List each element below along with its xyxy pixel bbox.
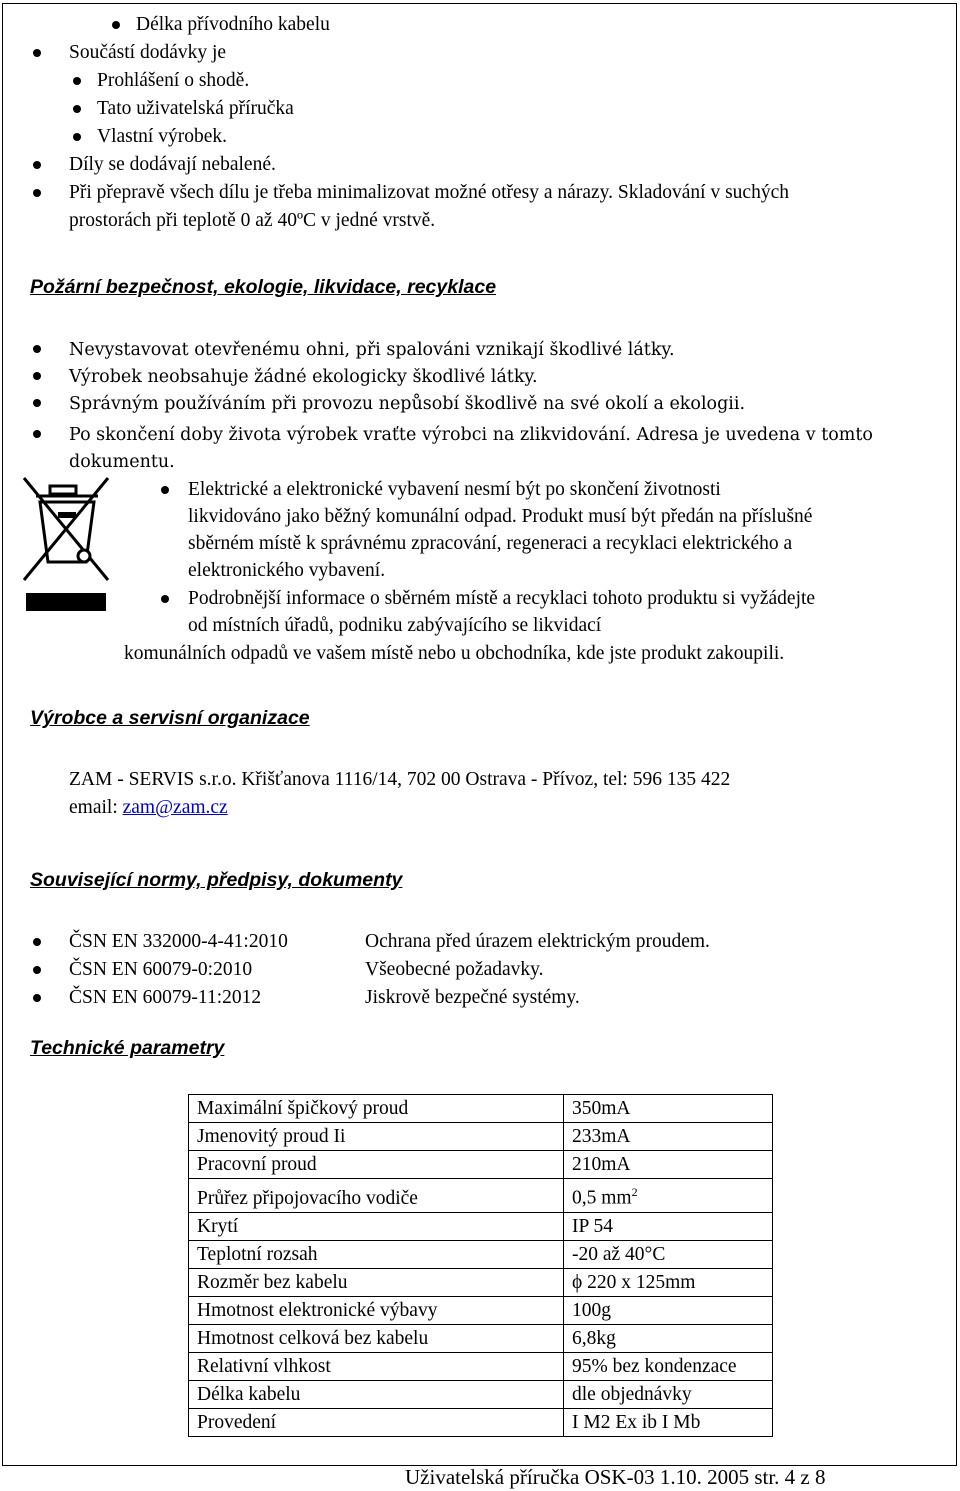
param-name: Hmotnost elektronické výbavy: [189, 1296, 564, 1324]
table-row: [189, 1408, 773, 1436]
bullet: [33, 399, 41, 407]
norm-code: ČSN EN 60079-0:2010: [69, 959, 253, 980]
bullet: [33, 372, 41, 380]
param-value: I M2 Ex ib I Mb: [564, 1408, 773, 1436]
param-value: 100g: [564, 1296, 773, 1324]
bullet: [161, 486, 169, 494]
list-item: Nevystavovat otevřenému ohni, při spalováni vznikají škodlivé látky.: [69, 340, 675, 360]
param-name: Průřez připojovacího vodiče: [189, 1179, 564, 1213]
list-item-continuation: sběrném místě k správnému zpracování, regeneraci a recyklaci elektrického a: [188, 533, 793, 554]
table-row: [189, 1296, 773, 1324]
bullet: [33, 161, 41, 169]
bullet: [33, 938, 41, 946]
param-value: ϕ 220 x 125mm: [564, 1268, 773, 1296]
param-value: dle objednávky: [564, 1380, 773, 1408]
list-item-continuation: dokumentu.: [69, 452, 175, 472]
param-value: -20 až 40°C: [564, 1240, 773, 1268]
crossed-out-wheelie-bin-icon: [22, 476, 112, 616]
bullet: [112, 21, 120, 29]
norm-description: Jiskrově bezpečné systémy.: [365, 987, 580, 1008]
list-item-continuation: od místních úřadů, podniku zabývajícího se likvidací: [188, 615, 602, 636]
param-value: 210mA: [564, 1151, 773, 1179]
list-item-continuation: elektronického vybavení.: [188, 560, 386, 581]
list-item: Tato uživatelská příručka: [97, 98, 294, 119]
param-name: Rozměr bez kabelu: [189, 1268, 564, 1296]
param-value: 6,8kg: [564, 1324, 773, 1352]
param-name: Provedení: [189, 1408, 564, 1436]
bullet: [33, 430, 41, 438]
param-name: Hmotnost celková bez kabelu: [189, 1324, 564, 1352]
bullet: [33, 345, 41, 353]
manufacturer-heading: Výrobce a servisní organizace: [30, 707, 310, 729]
list-item: Délka přívodního kabelu: [136, 14, 330, 35]
table-row: [189, 1212, 773, 1240]
param-name: Pracovní proud: [189, 1151, 564, 1179]
param-value: 350mA: [564, 1095, 773, 1123]
list-item: Vlastní výrobek.: [97, 126, 227, 147]
table-row: [189, 1240, 773, 1268]
list-item: Správným používáním při provozu nepůsobí škodlivě na své okolí a ekologii.: [69, 394, 746, 414]
tech-params-heading: Technické parametry: [30, 1037, 225, 1059]
norm-description: Ochrana před úrazem elektrickým proudem.: [365, 931, 710, 952]
norm-code: ČSN EN 60079-11:2012: [69, 987, 262, 1008]
param-name: Maximální špičkový proud: [189, 1095, 564, 1123]
manufacturer-address: ZAM - SERVIS s.r.o. Křišťanova 1116/14, 702 00 Ostrava - Přívoz, tel: 596 135 422: [69, 769, 731, 790]
list-item-continuation: prostorách při teplotě 0 až 40ºC v jedné vrstvě.: [69, 210, 436, 231]
list-item-continuation: komunálních odpadů ve vašem místě nebo u obchodníka, kde jste produkt zakoupili.: [124, 643, 785, 664]
bullet: [33, 994, 41, 1002]
table-row: [189, 1123, 773, 1151]
table-row: [189, 1268, 773, 1296]
bullet: [33, 966, 41, 974]
tech-params-table: [188, 1094, 773, 1437]
param-name: Délka kabelu: [189, 1380, 564, 1408]
table-row: [189, 1095, 773, 1123]
param-value: 0,5 mm: [572, 1187, 632, 1209]
fire-safety-heading: Požární bezpečnost, ekologie, likvidace, recyklace: [30, 276, 497, 298]
list-item: Podrobnější informace o sběrném místě a recyklaci tohoto produktu si vyžádejte: [188, 588, 816, 609]
param-value: 233mA: [564, 1123, 773, 1151]
param-value-superscript: 2: [631, 1185, 638, 1199]
manufacturer-email-line: [69, 794, 228, 822]
list-item: Prohlášení o shodě.: [97, 70, 250, 91]
table-row: [189, 1380, 773, 1408]
param-name: Relativní vlhkost: [189, 1352, 564, 1380]
norms-heading: Související normy, předpisy, dokumenty: [30, 869, 403, 891]
list-item: Při přepravě všech dílu je třeba minimalizovat možné otřesy a nárazy. Skladování v suchých: [69, 182, 789, 203]
param-name: Krytí: [189, 1212, 564, 1240]
list-item: Elektrické a elektronické vybavení nesmí být po skončení životnosti: [188, 479, 721, 500]
bullet: [161, 595, 169, 603]
table-row: [189, 1324, 773, 1352]
list-item-continuation: likvidováno jako běžný komunální odpad. Produkt musí být předán na příslušné: [188, 506, 813, 527]
bullet: [73, 77, 81, 85]
table-row: [189, 1151, 773, 1179]
email-link[interactable]: zam@zam.cz: [122, 797, 228, 818]
param-value: IP 54: [564, 1212, 773, 1240]
bullet: [73, 133, 81, 141]
list-item: Po skončení doby života výrobek vraťte výrobci na zlikvidování. Adresa je uvedena v tomto: [69, 425, 873, 445]
param-name: Teplotní rozsah: [189, 1240, 564, 1268]
bullet: [33, 49, 41, 57]
list-item: Díly se dodávají nebalené.: [69, 154, 276, 175]
param-value: 95% bez kondenzace: [564, 1352, 773, 1380]
page-footer: Uživatelská příručka OSK-03 1.10. 2005 str. 4 z 8: [405, 1465, 826, 1489]
norm-description: Všeobecné požadavky.: [365, 959, 544, 980]
bullet: [73, 105, 81, 113]
list-item: Součástí dodávky je: [69, 42, 227, 63]
email-label: email:: [69, 797, 123, 818]
list-item: Výrobek neobsahuje žádné ekologicky škodlivé látky.: [69, 367, 538, 387]
norm-code: ČSN EN 332000-4-41:2010: [69, 931, 288, 952]
table-row: [189, 1179, 773, 1213]
param-name: Jmenovitý proud Ii: [189, 1123, 564, 1151]
param-value-cell: [564, 1179, 773, 1213]
table-row: [189, 1352, 773, 1380]
bullet: [33, 189, 41, 197]
